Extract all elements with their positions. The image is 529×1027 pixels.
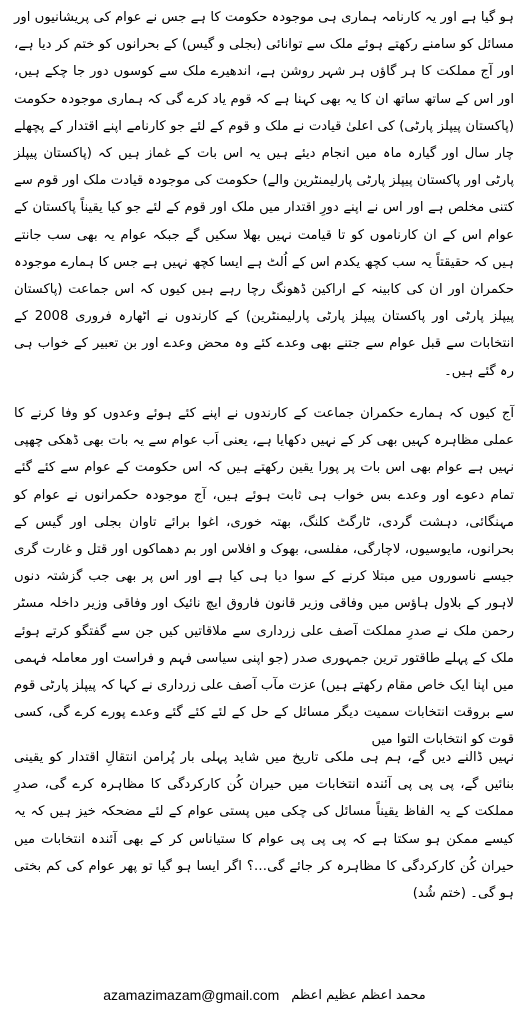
article-paragraph: ہو گیا ہے اور یہ کارنامہ ہماری ہی موجودہ حکومت کا ہے جس نے عوام کی پریشانیوں اور مسائل کو سامنے رکھتے ہوئے ملک سے توانائی (بجلی و گیس) کے بحرانوں کو ختم کر دیا ہے، اور آج مملکت کا ہر گاؤں ہر شہر روشن ہے، اندھیرے ملک سے کوسوں دور جا چکے ہیں، اور اس کے ساتھ ساتھ ان کا یہ بھی کہنا ہے کہ قوم یاد کرے گی کہ ہماری موجودہ حکومت (پاکستان پیپلز پارٹی) کی اعلیٰ قیادت نے ملک و قوم کے لئے جو کارنامے اپنے اقتدار کے پچھلے چار سال اور گیارہ ماہ میں انجام دیئے ہیں یہ اس بات کے غماز ہیں کہ (پاکستان پیپلز پارٹی اور پاکستان پیپلز پارٹی پارلیمنٹرین والے) حکومت کی موجودہ قیادت ملک اور قوم سے کتنی مخلص ہے اور اس نے اپنے دورِ اقتدار میں ملک اور قوم کے لئے جو کیا یقیناً پاکستان کے عوام اس کے ان کارناموں کو تا قیامت نہیں بھلا سکیں گے جبکہ عوام یہ بھی سب جانتے ہیں کہ حقیقتاً یہ سب کچھ یکدم اس کے اُلٹ ہے ایسا کچھ نہیں ہے جس کا ہمارے موجودہ حکمران اور ان کی کابینہ کے اراکین ڈھونگ رچا رہے ہیں کیوں کہ اس جماعت (پاکستان پیپلز پارٹی اور پاکستان پیپلز پارٹی پارلیمنٹرین) کے کارندوں نے اٹھارہ فروری 2008 کے انتخابات سے قبل عوام سے جتنے بھی وعدے کئے وہ محض وعدے اور بن تعبیر کے خواب ہی رہ گئے ہیں۔ — [14, 10, 514, 379]
article-paragraph: آج کیوں کہ ہمارے حکمران جماعت کے کارندوں نے اپنے کئے ہوئے وعدوں کو وفا کرنے کا عملی مظاہرہ کہیں بھی کر کے نہیں دکھایا ہے، یعنی اَب عوام سے یہ بات بھی ڈھکی چھپی نہیں ہے عوام بھی اس بات پر پورا یقین رکھتے ہیں کہ اس حکومت کے عوام سے کئے گئے تمام دعوے اور وعدے بس خواب ہی ثابت ہوئے ہیں، آج موجودہ حکمرانوں نے عوام کو مہنگائی، دہشت گردی، ٹارگٹ کلنگ، بھتہ خوری، اغوا برائے تاوان بجلی اور گیس کے بحرانوں، مایوسیوں، لاچارگی، مفلسی، بھوک و افلاس اور بم دھماکوں اور قتل و غارت گری جیسے ناسوروں میں مبتلا کرنے کے سوا دیا ہی کیا ہے اور اس پر بھی جب گزشتہ دنوں لاہور کے بلاول ہاؤس میں وفاقی وزیر قانون فاروق ایچ نائیک اور وفاقی وزیر داخلہ مسٹر رحمن ملک نے صدرِ مملکت آصف علی زرداری سے ملاقاتیں کیں جن سے گفتگو کرتے ہوئے ملک کے پہلے طاقتور ترین جمہوری صدر (جو اپنی سیاسی فہم و فراست اور معاملہ فہمی میں اپنا ایک خاص مقام رکھتے ہیں) عزت مآب آصف علی زرداری نے کہا کہ پیپلز پارٹی قوم سے بروقت انتخابات سمیت دیگر مسائل کے حل کے لئے کئے گئے وعدے پورے کرے گی، کسی قوت کو انتخابات التوا میں — [14, 406, 514, 748]
author-footer — [0, 983, 529, 1007]
author-email: azamazimazam@gmail.com — [103, 987, 280, 1003]
author-name: محمد اعظم عظیم اعظم — [291, 987, 426, 1003]
article-paragraph: نہیں ڈالنے دیں گے، ہم ہی ملکی تاریخ میں شاید پہلی بار پُرامن انتقالِ اقتدار کو یقینی بنائیں گے، پی پی پی آئندہ انتخابات میں حیران کُن کارکردگی کا مظاہرہ کرے گی، صدرِ مملکت کے یہ الفاظ یقیناً مسائل کی چکی میں پستی عوام کے لئے مضحکہ خیز ہیں کہ یہ کیسے ممکن ہو سکتا ہے کہ پی پی پی عوام کا ستیاناس کر کے بھی آئندہ انتخابات میں حیران کُن کارکردگی کا مظاہرہ کر جائے گی…؟ اگر ایسا ہو گیا تو پھر عوام کی کم بختی ہو گی۔ (ختم شُد) — [14, 750, 514, 902]
